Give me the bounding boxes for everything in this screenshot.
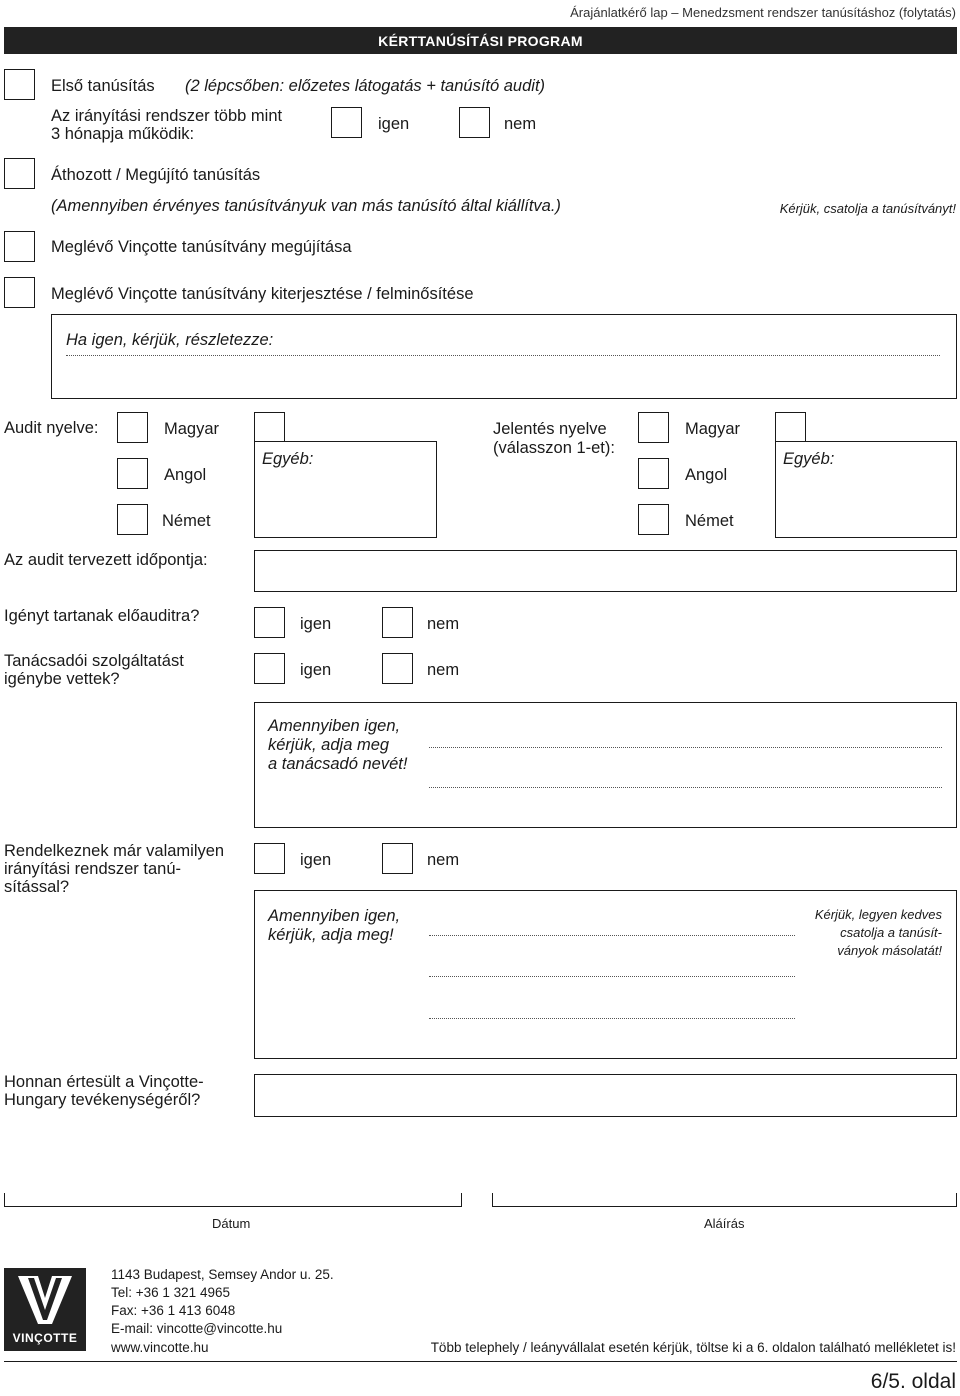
audit-lang-en-label: Angol <box>164 466 207 484</box>
transfer-cert-note: (Amennyiben érvényes tanúsítványuk van más tanúsító által kiállítva.) <box>51 197 561 215</box>
report-language-label-2: (válasszon 1-et): <box>493 439 615 457</box>
existing-cert-label-3: sítással? <box>4 878 70 896</box>
consultant-line-2 <box>429 787 942 788</box>
existing-cert-label-1: Rendelkeznek már valamilyen <box>4 842 225 860</box>
source-label-2: Hungary tevékenységéről? <box>4 1091 201 1109</box>
date-label: Dátum <box>212 1216 251 1231</box>
footer-web[interactable]: www.vincotte.hu <box>111 1340 209 1355</box>
existing-cert-note-2: kérjük, adja meg! <box>268 926 394 944</box>
footer-note: Több telephely / leányvállalat esetén kérjük, töltse ki a 6. oldalon található mellékletet is! <box>430 1340 956 1355</box>
logo-v-icon <box>4 1268 86 1330</box>
running-yes-checkbox[interactable] <box>331 107 362 138</box>
audit-lang-hu-label: Magyar <box>164 420 220 438</box>
footer-tel: Tel: +36 1 321 4965 <box>111 1285 230 1300</box>
copy-note-1: Kérjük, legyen kedves <box>814 907 942 922</box>
date-line[interactable] <box>4 1193 462 1207</box>
extension-label: Meglévő Vinçotte tanúsítvány kiterjesztése / felminősítése <box>51 285 474 303</box>
signature-label: Aláírás <box>704 1216 745 1231</box>
consultant-note-2: kérjük, adja meg <box>268 736 390 754</box>
consultant-line-1 <box>429 747 942 748</box>
consultant-name-box[interactable] <box>254 702 957 828</box>
copy-note-2: csatolja a tanúsít- <box>840 925 942 940</box>
pre-audit-label: Igényt tartanak előauditra? <box>4 607 200 625</box>
report-lang-de-label: Német <box>685 512 734 530</box>
report-lang-en-label: Angol <box>685 466 728 484</box>
transfer-cert-label: Áthozott / Megújító tanúsítás <box>51 166 261 184</box>
report-lang-other-box[interactable] <box>775 441 957 538</box>
audit-lang-en-checkbox[interactable] <box>117 458 148 489</box>
page-header: Árajánlatkérő lap – Menedzsment rendszer tanúsításhoz (folytatás) <box>570 5 956 20</box>
first-cert-note: (2 lépcsőben: előzetes látogatás + tanúsító audit) <box>185 77 546 95</box>
consulting-yes-checkbox[interactable] <box>254 653 285 684</box>
consultant-note-1: Amennyiben igen, <box>268 717 401 735</box>
consulting-label-2: igénybe vettek? <box>4 670 120 688</box>
audit-lang-hu-checkbox[interactable] <box>117 412 148 443</box>
existing-cert-yes-checkbox[interactable] <box>254 843 285 874</box>
report-lang-hu-label: Magyar <box>685 420 741 438</box>
source-label-1: Honnan értesült a Vinçotte- <box>4 1073 204 1091</box>
footer-address: 1143 Budapest, Semsey Andor u. 25. <box>111 1267 334 1282</box>
audit-language-label: Audit nyelve: <box>4 419 99 437</box>
audit-lang-other-label: Egyéb: <box>262 450 314 468</box>
copy-note-3: ványok másolatát! <box>837 943 942 958</box>
report-lang-de-checkbox[interactable] <box>638 504 669 535</box>
attach-cert-note: Kérjük, csatolja a tanúsítványt! <box>779 201 956 216</box>
logo-text: VINÇOTTE <box>12 1331 78 1345</box>
footer-email[interactable]: E-mail: vincotte@vincotte.hu <box>111 1321 283 1336</box>
report-lang-en-checkbox[interactable] <box>638 458 669 489</box>
pre-audit-no-checkbox[interactable] <box>382 607 413 638</box>
footer-divider <box>4 1361 957 1362</box>
audit-lang-other-box[interactable] <box>254 441 437 538</box>
existing-cert-line-1 <box>429 935 795 936</box>
existing-cert-label-2: irányítási rendszer tanú- <box>4 860 181 878</box>
existing-cert-box[interactable] <box>254 890 957 1059</box>
audit-lang-de-checkbox[interactable] <box>117 504 148 535</box>
pre-audit-yes-label: igen <box>300 615 332 633</box>
report-language-label-1: Jelentés nyelve <box>493 420 607 438</box>
system-running-question-1: Az irányítási rendszer több mint <box>51 107 283 125</box>
running-no-checkbox[interactable] <box>459 107 490 138</box>
report-lang-other-label: Egyéb: <box>783 450 835 468</box>
pre-audit-no-label: nem <box>427 615 460 633</box>
running-no-label: nem <box>504 115 537 133</box>
existing-cert-line-2 <box>429 976 795 977</box>
consulting-no-checkbox[interactable] <box>382 653 413 684</box>
signature-line[interactable] <box>492 1193 957 1207</box>
consultant-note-3: a tanácsadó nevét! <box>268 755 408 773</box>
existing-cert-no-checkbox[interactable] <box>382 843 413 874</box>
audit-lang-de-label: Német <box>162 512 211 530</box>
existing-cert-note-1: Amennyiben igen, <box>268 907 401 925</box>
renewal-checkbox[interactable] <box>4 231 35 262</box>
details-line <box>66 355 940 356</box>
running-yes-label: igen <box>378 115 410 133</box>
renewal-label: Meglévő Vinçotte tanúsítvány megújítása <box>51 238 352 256</box>
first-cert-checkbox[interactable] <box>4 69 35 100</box>
first-cert-label: Első tanúsítás <box>51 77 155 95</box>
existing-cert-yes-label: igen <box>300 851 332 869</box>
consulting-yes-label: igen <box>300 661 332 679</box>
extension-checkbox[interactable] <box>4 277 35 308</box>
transfer-cert-checkbox[interactable] <box>4 158 35 189</box>
program-bar <box>4 27 957 54</box>
audit-lang-other-checkbox[interactable] <box>254 412 285 443</box>
vincotte-logo <box>4 1268 86 1351</box>
audit-date-input[interactable] <box>254 550 957 592</box>
details-label: Ha igen, kérjük, részletezze: <box>66 331 274 349</box>
details-box[interactable] <box>51 314 957 399</box>
footer-fax: Fax: +36 1 413 6048 <box>111 1303 236 1318</box>
source-input[interactable] <box>254 1074 957 1117</box>
existing-cert-line-3 <box>429 1018 795 1019</box>
system-running-question-2: 3 hónapja működik: <box>51 125 195 143</box>
pre-audit-yes-checkbox[interactable] <box>254 607 285 638</box>
report-lang-other-checkbox[interactable] <box>775 412 806 443</box>
audit-date-label: Az audit tervezett időpontja: <box>4 551 208 569</box>
program-title: KÉRTTANÚSÍTÁSI PROGRAM <box>378 33 583 49</box>
consulting-label-1: Tanácsadói szolgáltatást <box>4 652 184 670</box>
page-number: 6/5. oldal <box>870 1370 956 1393</box>
consulting-no-label: nem <box>427 661 460 679</box>
report-lang-hu-checkbox[interactable] <box>638 412 669 443</box>
existing-cert-no-label: nem <box>427 851 460 869</box>
